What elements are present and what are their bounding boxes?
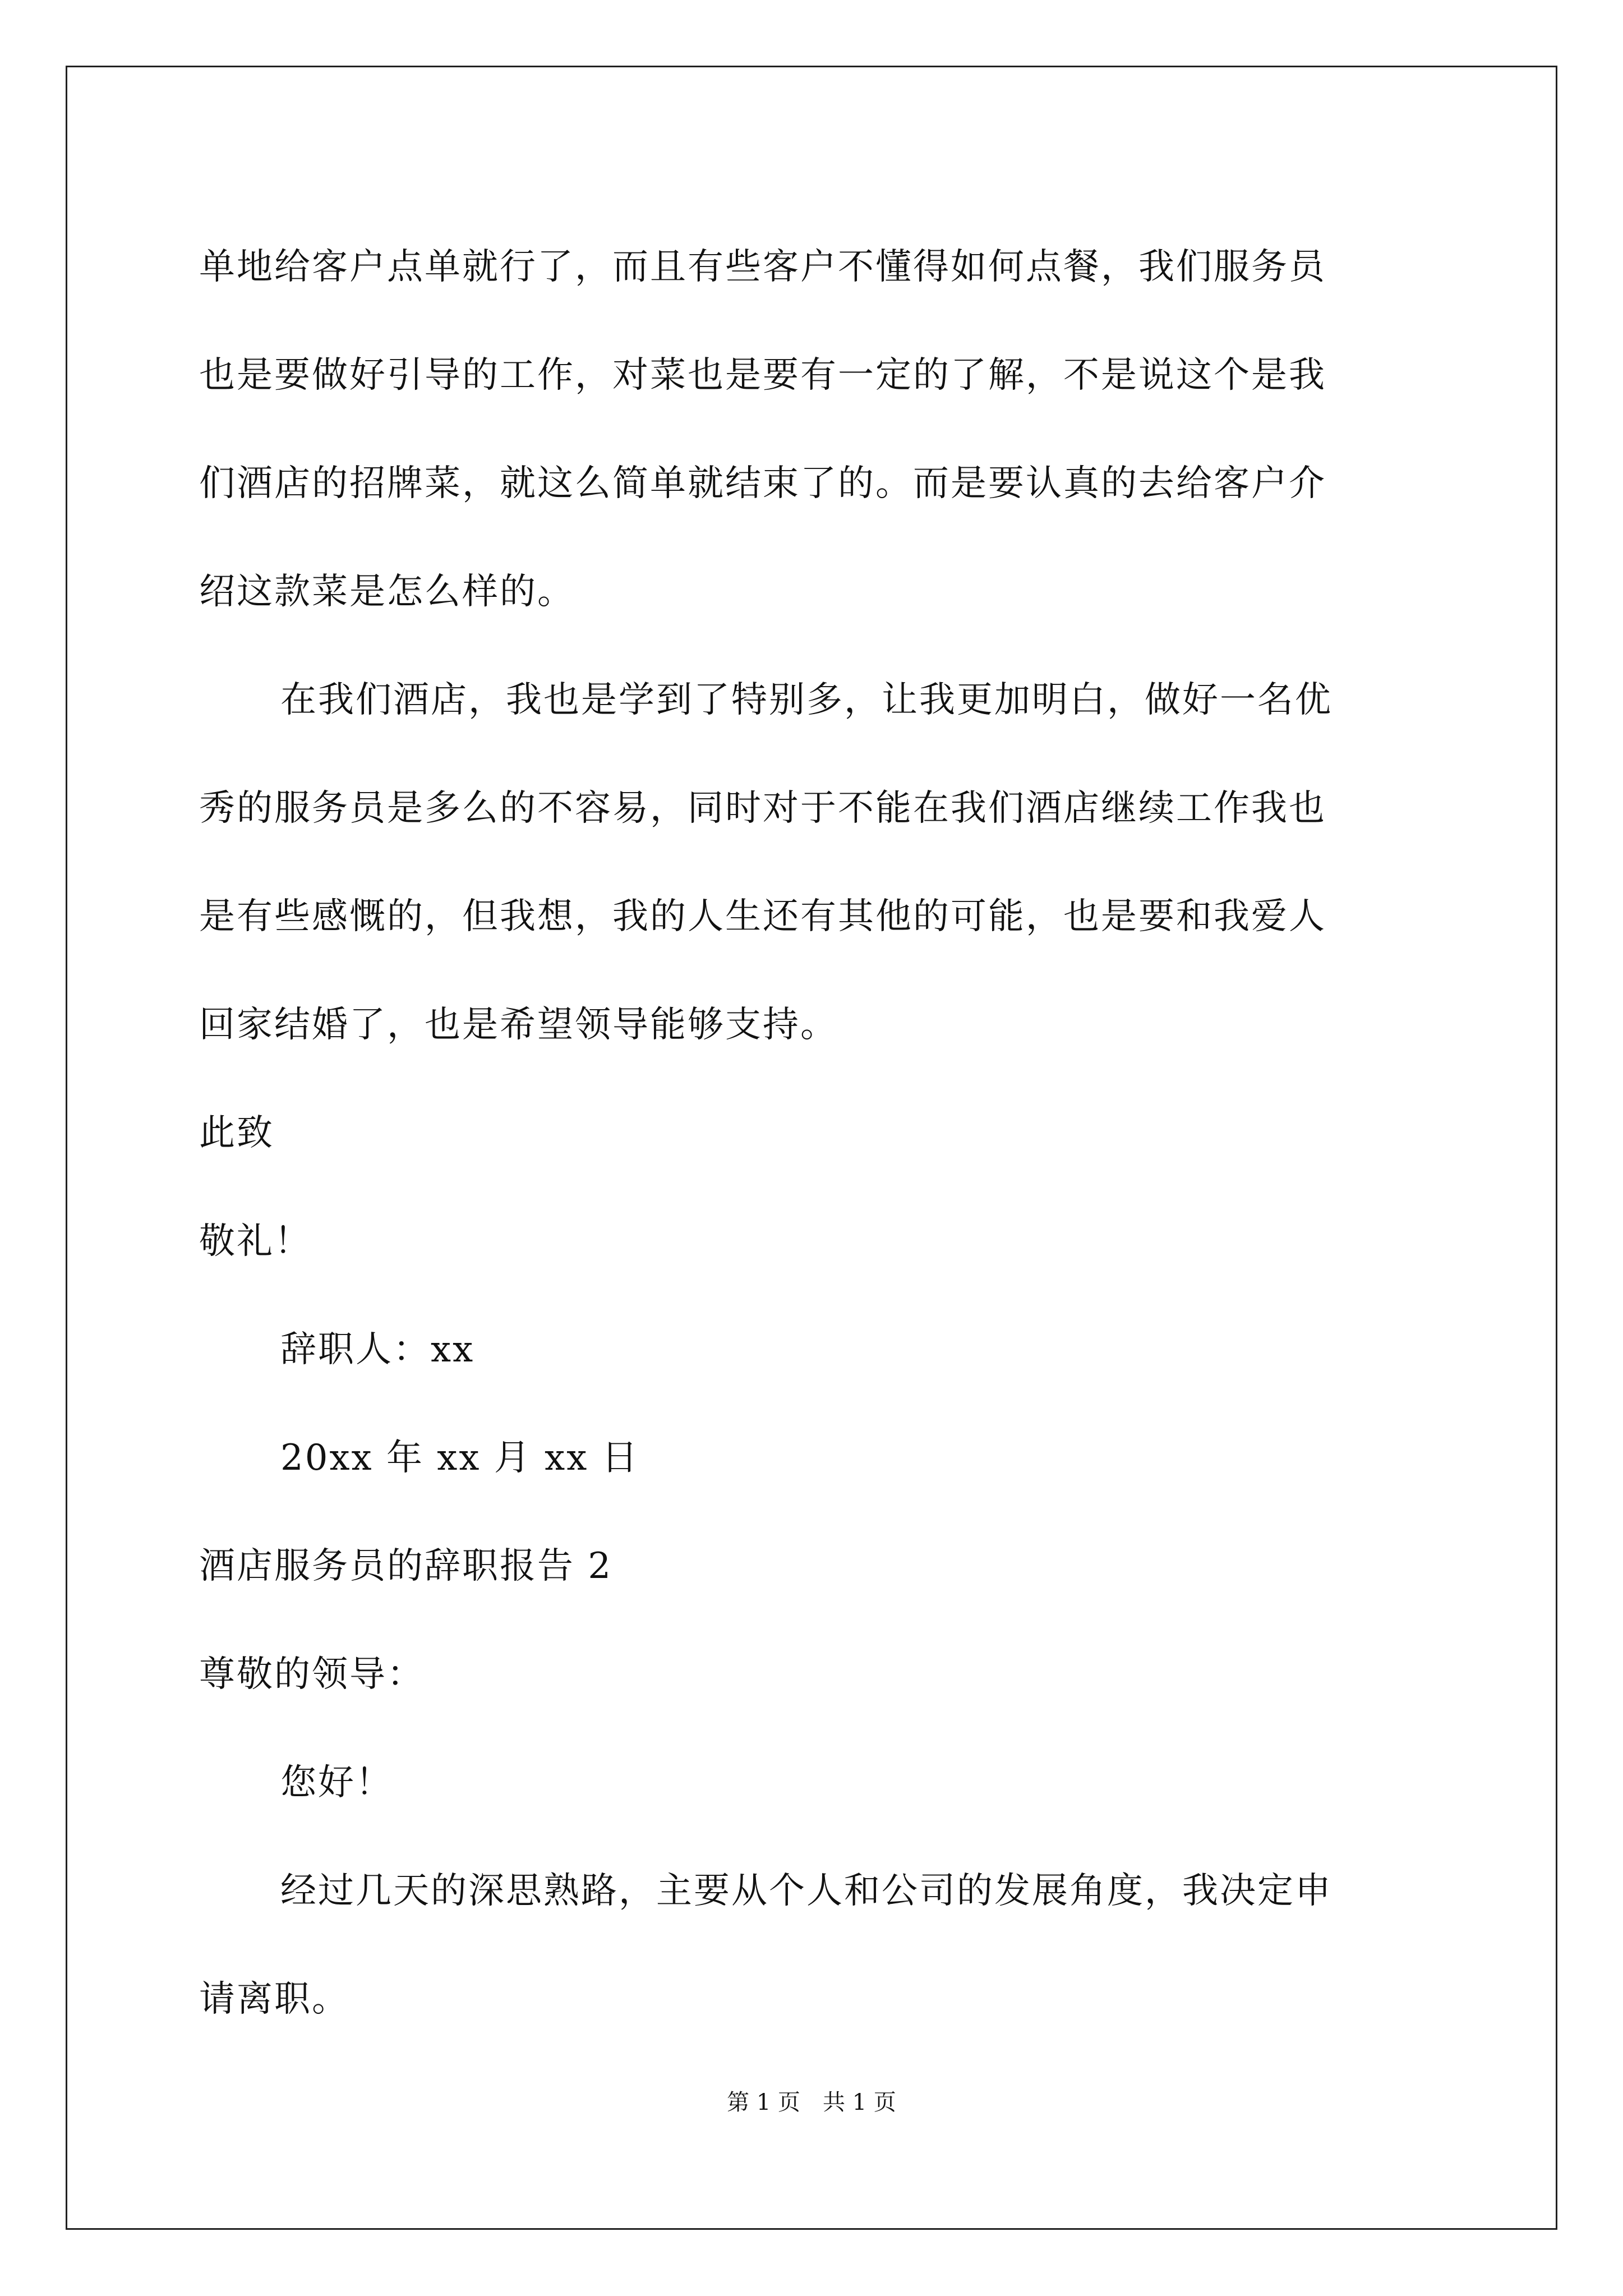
text-line: 秀的服务员是多么的不容易，同时对于不能在我们酒店继续工作我也 bbox=[199, 788, 1326, 829]
greeting: 您好！ bbox=[280, 1762, 393, 1803]
page-footer: 第 1 页 共 1 页 bbox=[727, 2090, 896, 2115]
text-line: 也是要做好引导的工作，对菜也是要有一定的了解，不是说这个是我 bbox=[199, 355, 1326, 396]
text-line: 们酒店的招牌菜，就这么简单就结束了的。而是要认真的去给客户介 bbox=[199, 463, 1326, 504]
text-line: 是有些感慨的，但我想，我的人生还有其他的可能，也是要和我爱人 bbox=[199, 896, 1326, 937]
signature-line: 辞职人：xx bbox=[280, 1329, 475, 1370]
greeting-addressee: 尊敬的领导： bbox=[199, 1654, 425, 1695]
text-line: 单地给客户点单就行了，而且有些客户不懂得如何点餐，我们服务员 bbox=[199, 246, 1326, 288]
closing-salutation: 此致 bbox=[199, 1112, 274, 1154]
text-line: 绍这款菜是怎么样的。 bbox=[199, 571, 575, 613]
paragraph bbox=[199, 213, 1422, 646]
date-line: 20xx 年 xx 月 xx 日 bbox=[280, 1437, 639, 1479]
document-body bbox=[199, 213, 1422, 2054]
text-line: 在我们酒店，我也是学到了特别多，让我更加明白，做好一名优 bbox=[280, 679, 1332, 721]
text-line: 回家结婚了，也是希望领导能够支持。 bbox=[199, 1004, 838, 1046]
paragraph bbox=[199, 646, 1422, 1079]
text-line: 请离职。 bbox=[199, 1978, 349, 2020]
section-title: 酒店服务员的辞职报告 2 bbox=[199, 1545, 613, 1587]
closing-regards: 敬礼！ bbox=[199, 1221, 312, 1262]
paragraph bbox=[199, 1837, 1422, 2054]
text-line: 经过几天的深思熟路，主要从个人和公司的发展角度，我决定申 bbox=[280, 1870, 1332, 1912]
